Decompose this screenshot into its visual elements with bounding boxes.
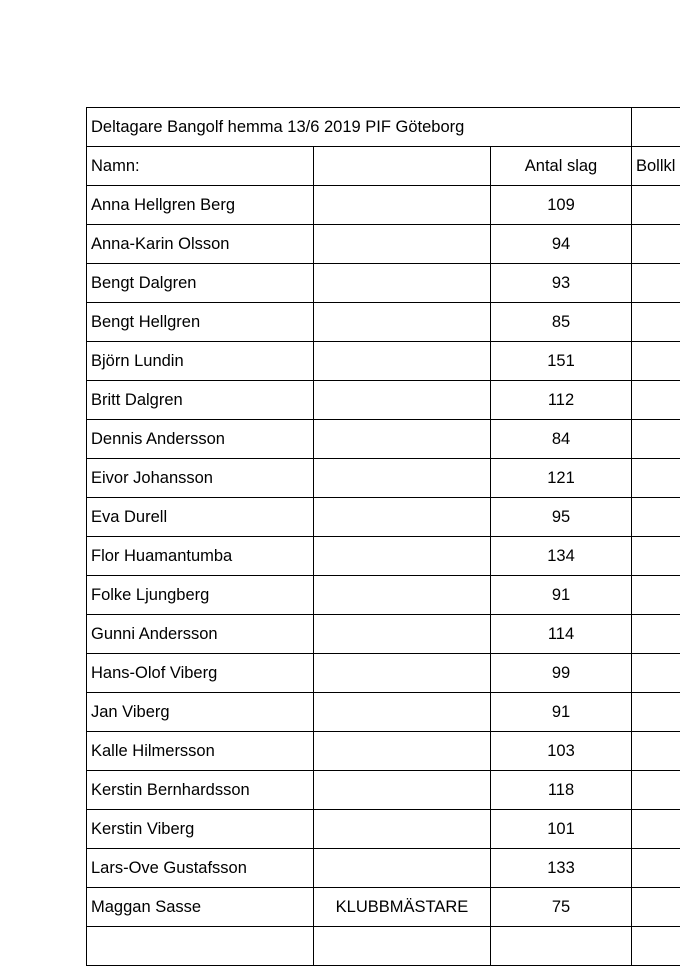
- participant-note: [314, 186, 491, 225]
- participant-note: [314, 654, 491, 693]
- participant-note: [314, 537, 491, 576]
- participant-extra: [632, 693, 680, 732]
- participant-score: 112: [491, 381, 632, 420]
- header-extra: Bollkl: [632, 147, 680, 186]
- header-score: Antal slag: [491, 147, 632, 186]
- participant-name: Jan Viberg: [87, 693, 314, 732]
- participant-score: 134: [491, 537, 632, 576]
- participant-name: Kerstin Viberg: [87, 810, 314, 849]
- participant-extra: [632, 654, 680, 693]
- table-row: [87, 537, 680, 576]
- participant-extra: [632, 498, 680, 537]
- participant-score: 133: [491, 849, 632, 888]
- participant-score: 109: [491, 186, 632, 225]
- table-row: [87, 420, 680, 459]
- participant-score: 99: [491, 654, 632, 693]
- participant-name: Britt Dalgren: [87, 381, 314, 420]
- header-note: [314, 147, 491, 186]
- participant-note: [314, 771, 491, 810]
- table-row: [87, 303, 680, 342]
- participant-name: Eivor Johansson: [87, 459, 314, 498]
- participant-extra: [632, 186, 680, 225]
- participant-score: 75: [491, 888, 632, 927]
- table-row: [87, 459, 680, 498]
- participant-name: Lars-Ove Gustafsson: [87, 849, 314, 888]
- participant-score: 121: [491, 459, 632, 498]
- participant-score: 103: [491, 732, 632, 771]
- participant-note: [314, 342, 491, 381]
- participant-extra: [632, 810, 680, 849]
- participant-extra: [632, 888, 680, 927]
- header-name: Namn:: [87, 147, 314, 186]
- table-row: [87, 186, 680, 225]
- participant-name: Björn Lundin: [87, 342, 314, 381]
- participant-note: [314, 576, 491, 615]
- participant-score: 85: [491, 303, 632, 342]
- table-row: [87, 264, 680, 303]
- participant-extra: [632, 420, 680, 459]
- participant-name: Maggan Sasse: [87, 888, 314, 927]
- table-row: [87, 342, 680, 381]
- participant-extra: [632, 264, 680, 303]
- table-row: [87, 927, 680, 966]
- participant-note: [314, 381, 491, 420]
- participant-score: 84: [491, 420, 632, 459]
- participants-table: [86, 107, 680, 966]
- participant-name: Gunni Andersson: [87, 615, 314, 654]
- participant-note: [314, 615, 491, 654]
- participant-score: 94: [491, 225, 632, 264]
- participant-name: [87, 927, 314, 966]
- participant-score: [491, 927, 632, 966]
- participant-extra: [632, 225, 680, 264]
- participant-extra: [632, 576, 680, 615]
- table-row: [87, 888, 680, 927]
- participants-sheet: [86, 107, 680, 966]
- participant-name: Dennis Andersson: [87, 420, 314, 459]
- table-row: [87, 576, 680, 615]
- participant-extra: [632, 732, 680, 771]
- table-row: [87, 693, 680, 732]
- participant-note: [314, 498, 491, 537]
- participant-extra: [632, 927, 680, 966]
- participant-note: [314, 693, 491, 732]
- header-row: [87, 147, 680, 186]
- participant-name: Flor Huamantumba: [87, 537, 314, 576]
- participant-name: Bengt Dalgren: [87, 264, 314, 303]
- participant-score: 91: [491, 576, 632, 615]
- participant-score: 91: [491, 693, 632, 732]
- sheet-title: Deltagare Bangolf hemma 13/6 2019 PIF Göteborg: [87, 108, 632, 147]
- participant-extra: [632, 342, 680, 381]
- participant-name: Anna-Karin Olsson: [87, 225, 314, 264]
- table-row: [87, 849, 680, 888]
- table-row: [87, 381, 680, 420]
- table-row: [87, 732, 680, 771]
- participant-name: Kerstin Bernhardsson: [87, 771, 314, 810]
- participant-note: [314, 303, 491, 342]
- participant-name: Hans-Olof Viberg: [87, 654, 314, 693]
- table-row: [87, 810, 680, 849]
- participant-score: 101: [491, 810, 632, 849]
- table-row: [87, 225, 680, 264]
- participant-note: [314, 849, 491, 888]
- participant-extra: [632, 303, 680, 342]
- participant-name: Anna Hellgren Berg: [87, 186, 314, 225]
- participant-note: [314, 264, 491, 303]
- participant-name: Eva Durell: [87, 498, 314, 537]
- title-row: [87, 108, 680, 147]
- participant-score: 95: [491, 498, 632, 537]
- participant-extra: [632, 615, 680, 654]
- participant-note: [314, 810, 491, 849]
- participant-extra: [632, 771, 680, 810]
- participant-note: [314, 732, 491, 771]
- participant-score: 118: [491, 771, 632, 810]
- table-row: [87, 654, 680, 693]
- participant-extra: [632, 849, 680, 888]
- participant-extra: [632, 381, 680, 420]
- participant-score: 114: [491, 615, 632, 654]
- participant-note: [314, 459, 491, 498]
- participant-score: 93: [491, 264, 632, 303]
- participant-name: Kalle Hilmersson: [87, 732, 314, 771]
- participant-note: [314, 225, 491, 264]
- table-row: [87, 771, 680, 810]
- participant-extra: [632, 537, 680, 576]
- table-row: [87, 615, 680, 654]
- title-side-cell: [632, 108, 680, 147]
- participant-extra: [632, 459, 680, 498]
- participant-note: KLUBBMÄSTARE: [314, 888, 491, 927]
- participant-note: [314, 420, 491, 459]
- table-row: [87, 498, 680, 537]
- participant-note: [314, 927, 491, 966]
- participant-score: 151: [491, 342, 632, 381]
- participant-name: Bengt Hellgren: [87, 303, 314, 342]
- participant-name: Folke Ljungberg: [87, 576, 314, 615]
